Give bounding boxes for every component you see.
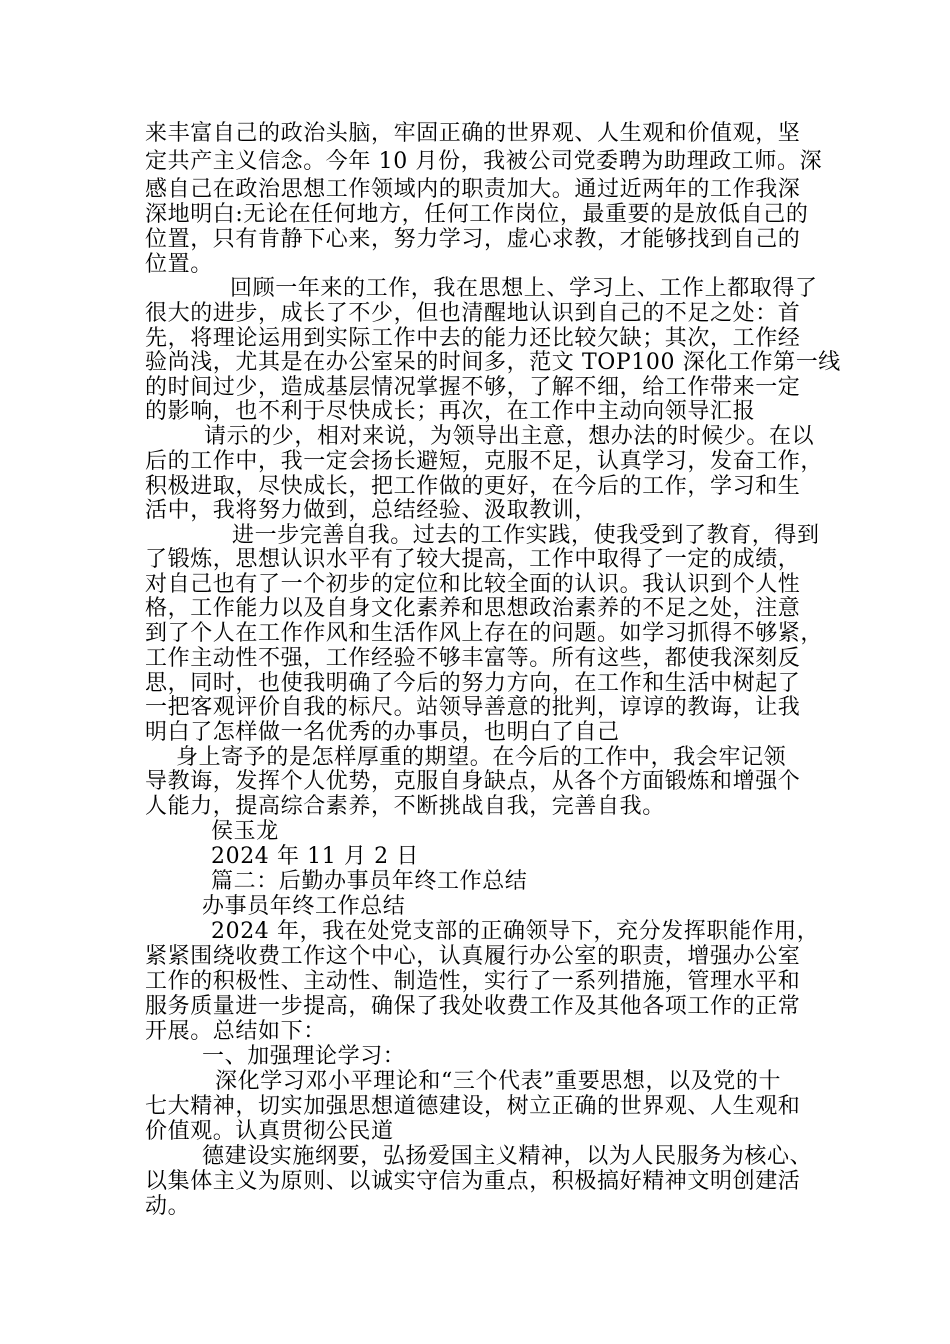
text-line: 的时间过少，造成基层情况掌握不够，了解不细，给工作带来一定	[145, 375, 801, 400]
text-line: 格，工作能力以及自身文化素养和思想政治素养的不足之处，注意	[145, 596, 801, 621]
text-line: 积极进取，尽快成长，把工作做的更好，在今后的工作，学习和生	[145, 474, 801, 499]
text-line: 到了个人在工作作风和生活作风上存在的问题。如学习抓得不够紧，	[145, 621, 824, 646]
text-line: 了锻炼，思想认识水平有了较大提高，工作中取得了一定的成绩，	[145, 547, 801, 572]
text-line: 价值观。认真贯彻公民道	[145, 1119, 394, 1144]
section-heading: 篇二：后勤办事员年终工作总结	[211, 869, 528, 894]
text-line: 人能力，提高综合素养，不断挑战自我，完善自我。	[145, 794, 665, 819]
text-line: 回顾一年来的工作，我在思想上、学习上、工作上都取得了	[230, 276, 818, 301]
text-line: 深化学习邓小平理论和“三个代表”重要思想，以及党的十	[215, 1069, 782, 1094]
text-line: 请示的少，相对来说，为领导出主意，想办法的时候少。在以	[204, 424, 815, 449]
text-line: 对自己也有了一个初步的定位和比较全面的认识。我认识到个人性	[145, 572, 801, 597]
text-line: 位置。	[145, 252, 213, 277]
text-line: 紧紧围绕收费工作这个中心，认真履行办公室的职责，增强办公室	[145, 944, 801, 969]
subsection-heading: 一、加强理论学习：	[202, 1044, 406, 1069]
text-line: 进一步完善自我。过去的工作实践，使我受到了教育，得到	[232, 523, 820, 548]
text-line: 活中，我将努力做到，总结经验、汲取教训，	[145, 498, 598, 523]
section-title: 办事员年终工作总结	[202, 894, 406, 919]
text-line: 开展。总结如下：	[145, 1019, 326, 1044]
text-line: 来丰富自己的政治头脑，牢固正确的世界观、人生观和价值观，坚	[145, 121, 801, 146]
text-line: 七大精神，切实加强思想道德建设，树立正确的世界观、人生观和	[145, 1094, 801, 1119]
text-line: 德建设实施纲要，弘扬爱国主义精神，以为人民服务为核心、	[202, 1144, 813, 1169]
text-line: 身上寄予的是怎样厚重的期望。在今后的工作中，我会牢记领	[176, 745, 787, 770]
text-line: 服务质量进一步提高，确保了我处收费工作及其他各项工作的正常	[145, 994, 801, 1019]
text-line: 定共产主义信念。今年 10 月份，我被公司党委聘为助理政工师。深	[145, 149, 823, 174]
text-line: 深地明白:无论在任何地方，任何工作岗位，最重要的是放低自己的	[145, 202, 809, 227]
text-line: 验尚浅，尤其是在办公室呆的时间多，范文 TOP100 深化工作第一线	[145, 350, 841, 375]
text-line: 后的工作中，我一定会扬长避短，克服不足，认真学习，发奋工作，	[145, 449, 824, 474]
text-line: 感自己在政治思想工作领域内的职责加大。通过近两年的工作我深	[145, 177, 801, 202]
text-line: 工作的积极性、主动性、制造性，实行了一系列措施，管理水平和	[145, 969, 801, 994]
text-line: 思，同时，也使我明确了今后的努力方向，在工作和生活中树起了	[145, 671, 801, 696]
text-line: 的影响，也不利于尽快成长；再次，在工作中主动向领导汇报	[145, 399, 756, 424]
text-line: 位置，只有肯静下心来，努力学习，虚心求教，才能够找到自己的	[145, 227, 801, 252]
text-line: 动。	[145, 1194, 191, 1219]
text-line: 以集体主义为原则、以诚实守信为重点，积极搞好精神文明创建活	[145, 1169, 801, 1194]
text-line: 2024 年，我在处党支部的正确领导下，充分发挥职能作用，	[211, 919, 820, 944]
text-line: 明白了怎样做一名优秀的办事员，也明白了自己	[145, 720, 620, 745]
signature-date: 2024 年 11 月 2 日	[211, 844, 419, 869]
text-line: 很大的进步，成长了不少，但也清醒地认识到自己的不足之处：首	[145, 301, 801, 326]
signature-name: 侯玉龙	[211, 819, 279, 844]
text-line: 导教诲，发挥个人优势，克服自身缺点，从各个方面锻炼和增强个	[145, 769, 801, 794]
text-line: 一把客观评价自我的标尺。站领导善意的批判，谆谆的教诲，让我	[145, 695, 801, 720]
text-line: 工作主动性不强，工作经验不够丰富等。所有这些，都使我深刻反	[145, 646, 801, 671]
text-line: 先，将理论运用到实际工作中去的能力还比较欠缺；其次，工作经	[145, 326, 801, 351]
